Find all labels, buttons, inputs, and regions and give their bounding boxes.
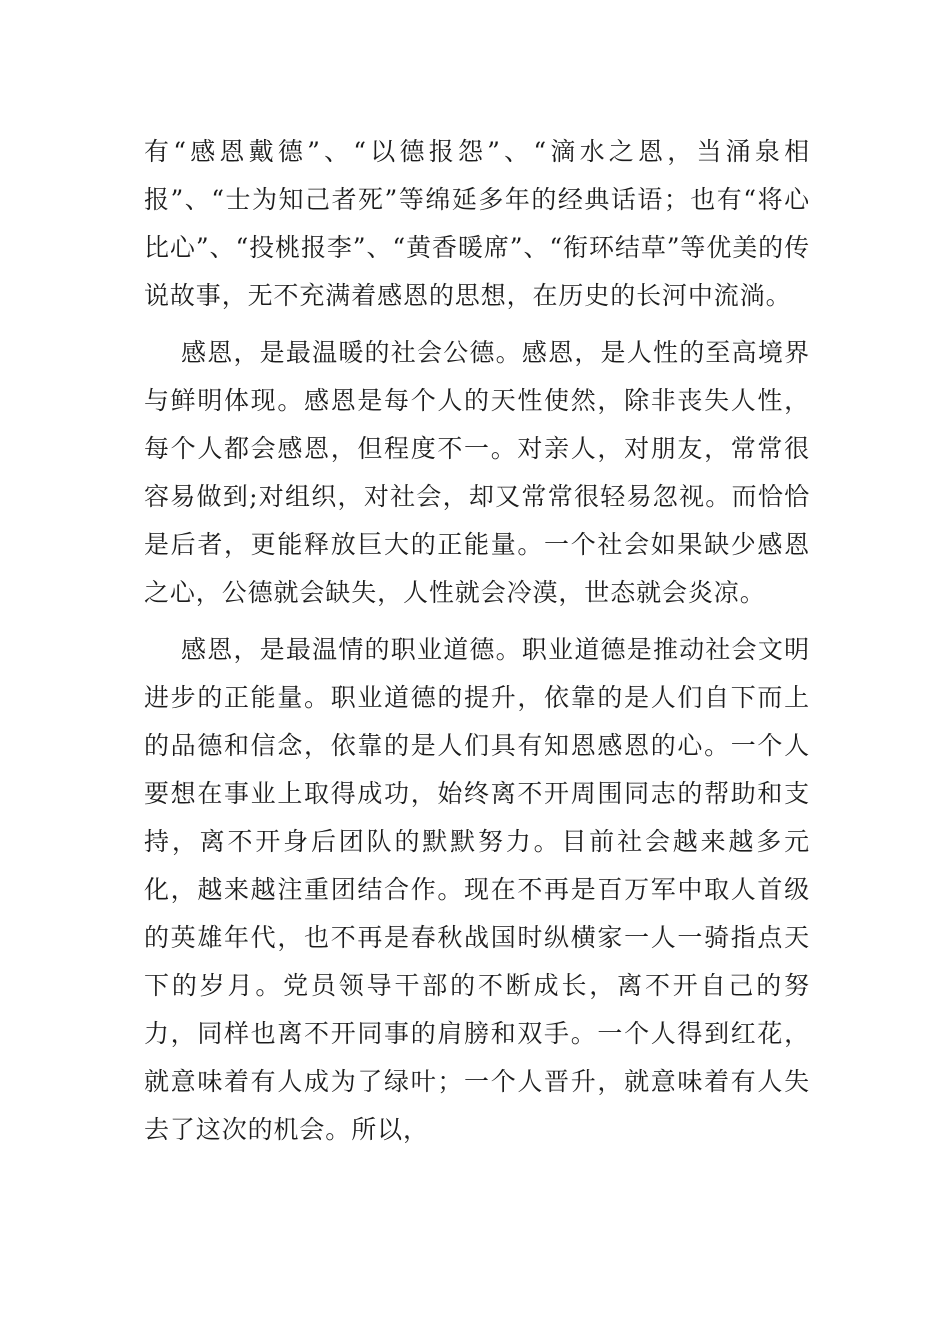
paragraph-professional-ethics: 感恩，是最温情的职业道德。职业道德是推动社会文明进步的正能量。职业道德的提升，依靠的是人们自下而上的品德和信念，依靠的是人们具有知恩感恩的心。一个人要想在事业上取得成功，始终离不开周围同志的帮助和支持，离不开身后团队的默默努力。目前社会越来越多元化，越来越注重团结合作。现在不再是百万军中取人首级的英雄年代，也不再是春秋战国时纵横家一人一骑指点天下的岁月。党员领导干部的不断成长，离不开自己的努力，同样也离不开同事的肩膀和双手。一个人得到红花，就意味着有人成为了绿叶；一个人晋升，就意味着有人失去了这次的机会。所以， (144, 635, 810, 1144)
paragraph-continuation: 有“感恩戴德”、“以德报怨”、“滴水之恩，当涌泉相报”、“士为知己者死”等绵延多年的经典话语；也有“将心比心”、“投桃报李”、“黄香暖席”、“衔环结草”等优美的传说故事，无不充满着感恩的思想，在历史的长河中流淌。 (144, 137, 810, 310)
paragraph-social-morality: 感恩，是最温暖的社会公德。感恩，是人性的至高境界与鲜明体现。感恩是每个人的天性使然，除非丧失人性，每个人都会感恩，但程度不一。对亲人，对朋友，常常很容易做到;对组织，对社会，却又常常很轻易忽视。而恰恰是后者，更能释放巨大的正能量。一个社会如果缺少感恩之心，公德就会缺失，人性就会冷漠，世态就会炎凉。 (144, 338, 810, 607)
document-page (144, 128, 810, 1163)
